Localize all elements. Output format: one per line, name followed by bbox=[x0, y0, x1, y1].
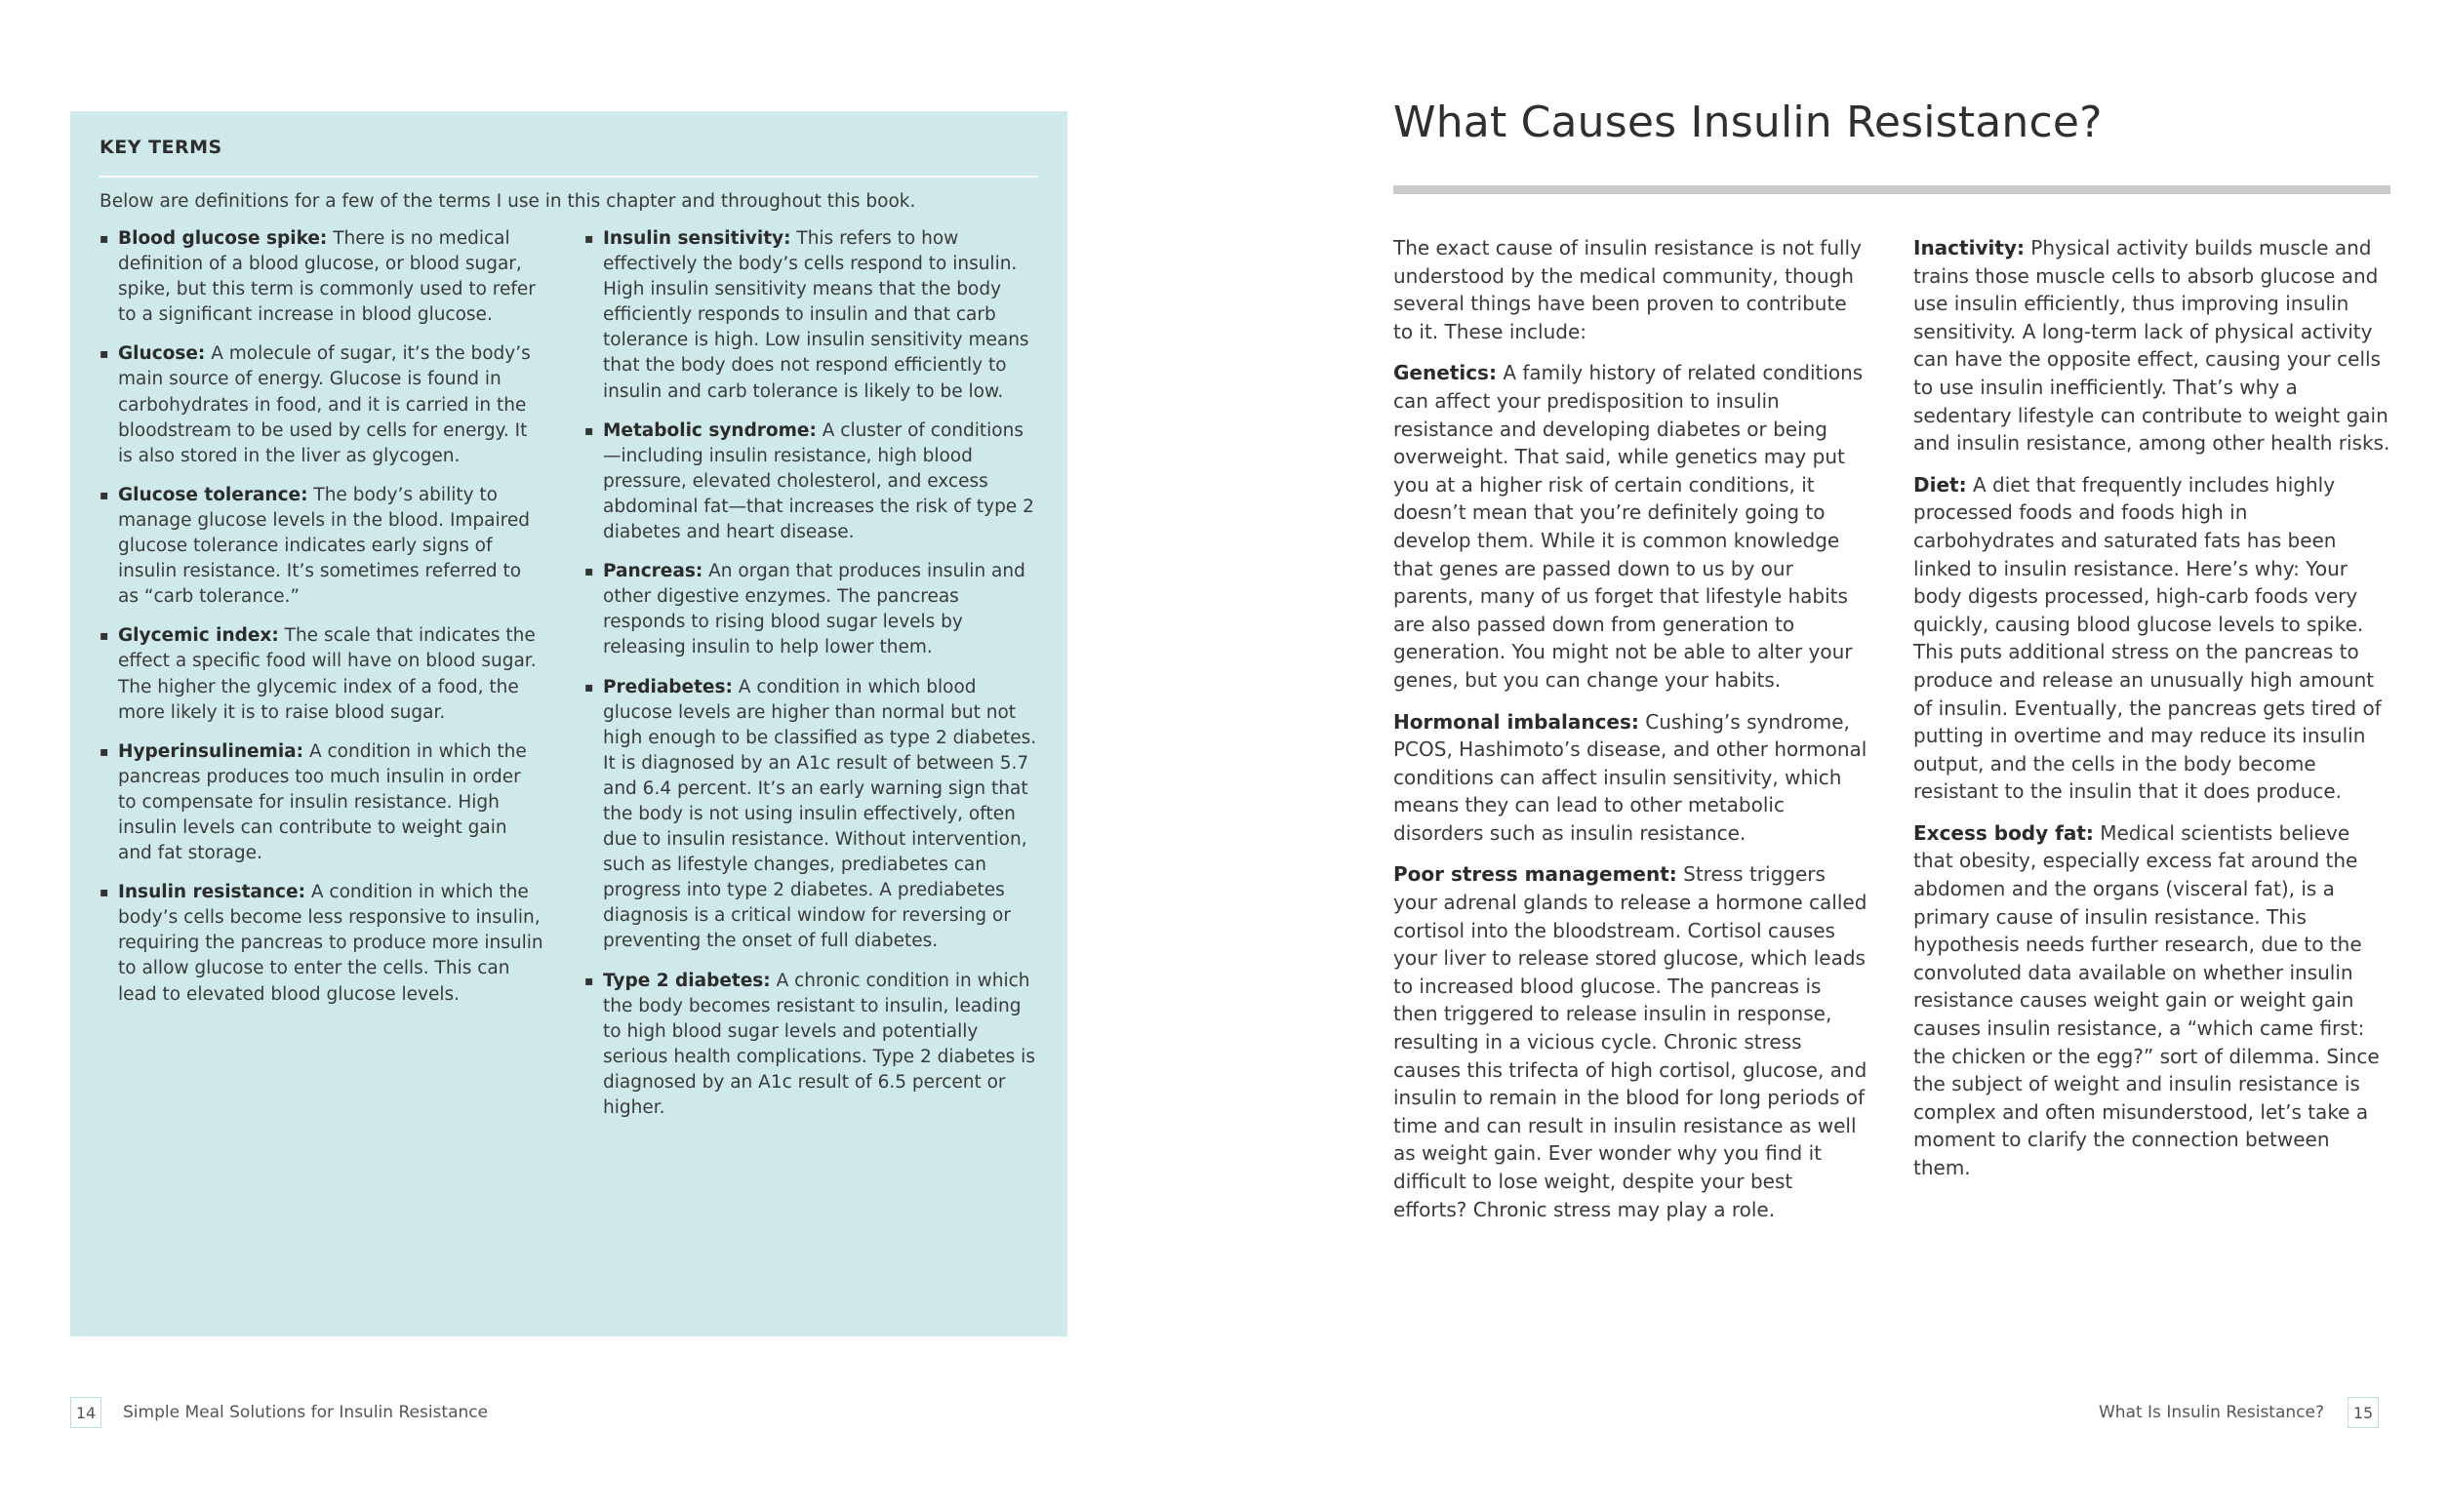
term-definition: A chronic condition in which the body becomes resistant to insulin, leading to high blood sugar levels and potentially serious health complications. Type 2 diabetes is diagnosed by an A1c result of 6.5 percent or higher. bbox=[603, 970, 1035, 1118]
term-definition: A condition in which blood glucose levels are higher than normal but not high enough to be classified as type 2 diabetes. It is diagnosed by an A1c result of between 5.7 and 6.4 percent. It’s an early warning sign that the body is not using insulin effectively, often due to insulin resistance. Without intervention, such as lifestyle changes, prediabetes can progress into type 2 diabetes. A prediabetes diagnosis is a critical window for reversing or preventing the onset of full diabetes. bbox=[603, 676, 1037, 952]
paragraph-text: Medical scientists believe that obesity, especially excess fat around the abdomen and the organs (visceral fat), is a primary cause of insulin resistance. This hypothesis needs further research, due to the convoluted data available on whether insulin resistance causes weight gain or weight gain causes insulin resistance, a “which came first: the chicken or the egg?” sort of dilemma. Since the subject of weight and insulin resistance is complex and often misunderstood, let’s take a moment to clarify the connection between them. bbox=[1913, 820, 2380, 1179]
key-term-item bbox=[100, 226, 543, 328]
title-divider bbox=[1393, 185, 2390, 194]
page-title: What Causes Insulin Resistance? bbox=[1393, 98, 2103, 147]
term-label: Pancreas: bbox=[603, 561, 703, 582]
term-label: Insulin sensitivity: bbox=[603, 228, 791, 249]
right-page bbox=[1224, 0, 2449, 1512]
term-definition: An organ that produces insulin and other digestive enzymes. The pancreas responds to rising blood sugar levels by releasing insulin to help lower them. bbox=[603, 561, 1025, 658]
paragraph bbox=[1393, 860, 1871, 1223]
term-definition: A molecule of sugar, it’s the body’s main source of energy. Glucose is found in carbohydrates in food, and it is carried in the bloodstream to be used by cells for energy. It is also stored in the liver as glycogen. bbox=[118, 343, 531, 466]
key-term-item bbox=[100, 880, 543, 1007]
body-column-1 bbox=[1393, 234, 1871, 1237]
key-terms-column-2 bbox=[584, 226, 1038, 1134]
term-label: Type 2 diabetes: bbox=[603, 970, 771, 991]
term-label: Hyperinsulinemia: bbox=[118, 740, 304, 762]
paragraph bbox=[1393, 234, 1871, 345]
key-term-item bbox=[100, 341, 543, 468]
term-label: Prediabetes: bbox=[603, 676, 733, 697]
term-label: Metabolic syndrome: bbox=[603, 419, 817, 441]
paragraph-text: A family history of related conditions can affect your predisposition to insulin resistance and developing diabetes or being overweight. That said, while genetics may put you at a higher risk of certain conditions, it doesn’t mean that you’re definitely going to develop them. While it is common knowledge that genes are passed down to us by our parents, many of us forget that lifestyle habits are also passed down from generation to generation. You might not be able to alter your genes, but you can change your habits. bbox=[1393, 361, 1864, 692]
key-terms-title: KEY TERMS bbox=[100, 137, 222, 158]
term-definition: A cluster of conditions—including insulin resistance, high blood pressure, elevated cholesterol, and excess abdominal fat—that increases the risk of type 2 diabetes and heart disease. bbox=[603, 419, 1034, 543]
term-label: Glycemic index: bbox=[118, 625, 279, 647]
body-column-2 bbox=[1913, 234, 2391, 1196]
left-page bbox=[0, 0, 1224, 1512]
paragraph bbox=[1913, 471, 2391, 806]
key-terms-column-1 bbox=[100, 226, 543, 1021]
paragraph bbox=[1393, 708, 1871, 848]
key-term-item bbox=[100, 623, 543, 725]
term-label: Blood glucose spike: bbox=[118, 228, 328, 249]
running-footer-book-title: Simple Meal Solutions for Insulin Resistance bbox=[123, 1403, 489, 1422]
paragraph-lead: Hormonal imbalances: bbox=[1393, 709, 1639, 734]
key-term-item bbox=[584, 226, 1038, 405]
key-term-item bbox=[584, 559, 1038, 660]
term-definition: A condition in which the pancreas produces too much insulin in order to compensate for insulin resistance. High insulin levels can contribute to weight gain and fat storage. bbox=[118, 740, 527, 864]
page-number-right: 15 bbox=[2348, 1397, 2379, 1428]
key-terms-box bbox=[70, 111, 1067, 1336]
key-term-item bbox=[100, 483, 543, 610]
running-footer-chapter-title: What Is Insulin Resistance? bbox=[2098, 1403, 2324, 1422]
term-label: Insulin resistance: bbox=[118, 882, 305, 903]
term-definition: The scale that indicates the effect a specific food will have on blood sugar. The higher the glycemic index of a food, the more likely it is to raise blood sugar. bbox=[118, 625, 537, 723]
paragraph-lead: Diet: bbox=[1913, 472, 1967, 497]
paragraph-lead: Genetics: bbox=[1393, 361, 1497, 385]
key-term-item bbox=[100, 739, 543, 866]
paragraph-text: The exact cause of insulin resistance is not fully understood by the medical community, though several things have been proven to contribute to it. These include: bbox=[1393, 236, 1862, 343]
key-term-item bbox=[584, 418, 1038, 545]
paragraph bbox=[1913, 234, 2391, 458]
term-label: Glucose: bbox=[118, 343, 206, 365]
paragraph bbox=[1913, 819, 2391, 1182]
term-definition: There is no medical definition of a blood glucose, or blood sugar, spike, but this term is commonly used to refer to a significant increase in blood glucose. bbox=[118, 228, 536, 326]
paragraph-text: A diet that frequently includes highly processed foods and foods high in carbohydrates and saturated fats has been linked to insulin resistance. Here’s why: Your body digests processed, high-carb foods very quickly, causing blood glucose levels to spike. This puts additional stress on the pancreas to produce and release an unusually high amount of insulin. Eventually, the pancreas gets tired of putting in overtime and may reduce its insulin output, and the cells in the body become resistant to the insulin that it does produce. bbox=[1913, 472, 2382, 804]
term-definition: This refers to how effectively the body’s cells respond to insulin. High insulin sensitivity means that the body efficiently responds to insulin and that carb tolerance is high. Low insulin sensitivity means that the body does not respond efficiently to insulin and carb tolerance is likely to be low. bbox=[603, 228, 1029, 402]
term-definition: A condition in which the body’s cells become less responsive to insulin, requiring the pancreas to produce more insulin to allow glucose to enter the cells. This can lead to elevated blood glucose levels. bbox=[118, 882, 543, 1005]
key-terms-intro: Below are definitions for a few of the terms I use in this chapter and throughout this book. bbox=[100, 191, 916, 212]
paragraph-lead: Poor stress management: bbox=[1393, 862, 1677, 887]
paragraph-text: Cushing’s syndrome, PCOS, Hashimoto’s disease, and other hormonal conditions can affect insulin sensitivity, which means they can lead to other metabolic disorders such as insulin resistance. bbox=[1393, 709, 1867, 845]
term-definition: The body’s ability to manage glucose levels in the blood. Impaired glucose tolerance indicates early signs of insulin resistance. It’s sometimes referred to as “carb tolerance.” bbox=[118, 484, 530, 608]
key-term-item bbox=[584, 675, 1038, 955]
paragraph-text: Stress triggers your adrenal glands to release a hormone called cortisol into the bloodstream. Cortisol causes your liver to release stored glucose, which leads to increased blood glucose. The pancreas is then triggered to release insulin in response, resulting in a vicious cycle. Chronic stress causes this trifecta of high cortisol, glucose, and insulin to remain in the blood for long periods of time and can result in insulin resistance as well as weight gain. Ever wonder why you find it difficult to lose weight, despite your best efforts? Chronic stress may play a role. bbox=[1393, 862, 1867, 1221]
paragraph bbox=[1393, 359, 1871, 694]
paragraph-text: Physical activity builds muscle and trains those muscle cells to absorb glucose and use insulin efficiently, thus improving insulin sensitivity. A long-term lack of physical activity can have the opposite effect, causing your cells to use insulin inefficiently. That’s why a sedentary lifestyle can contribute to weight gain and insulin resistance, among other health risks. bbox=[1913, 236, 2390, 456]
page-number-left: 14 bbox=[70, 1397, 101, 1428]
paragraph-lead: Inactivity: bbox=[1913, 236, 2025, 259]
term-label: Glucose tolerance: bbox=[118, 484, 308, 505]
key-terms-divider bbox=[100, 176, 1038, 178]
key-term-item bbox=[584, 969, 1038, 1122]
paragraph-lead: Excess body fat: bbox=[1913, 820, 2094, 845]
